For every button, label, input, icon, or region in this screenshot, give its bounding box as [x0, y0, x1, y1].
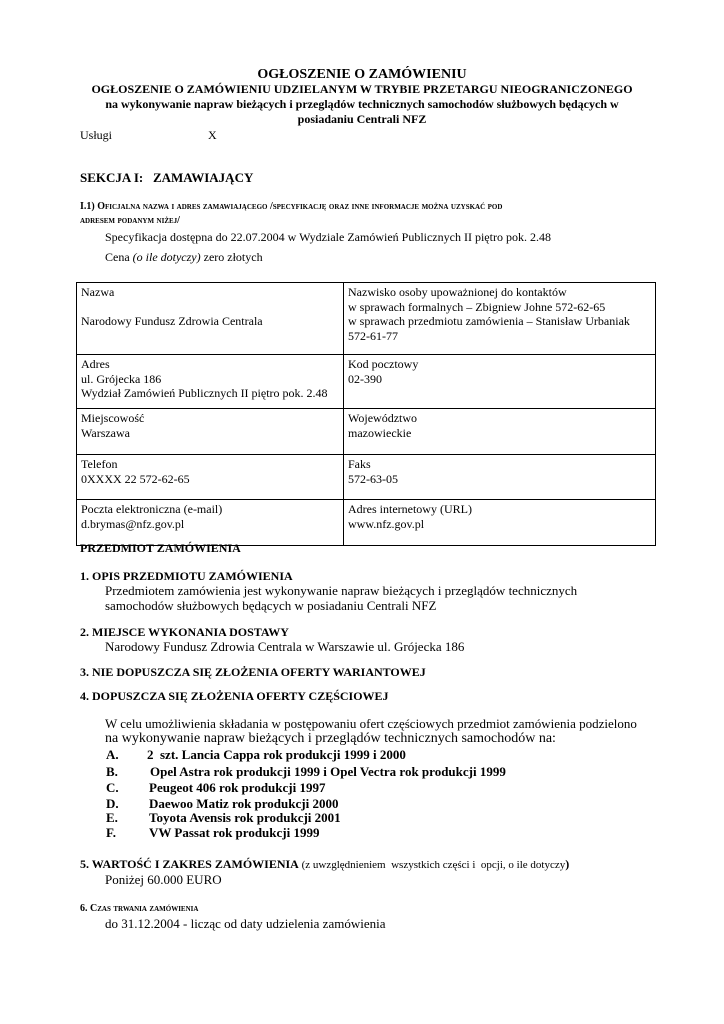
table-row [77, 500, 656, 546]
section-2-heading-place: 2. MIEJSCE WYKONANIA DOSTAWY [80, 625, 289, 639]
document-title: OGŁOSZENIE O ZAMÓWIENIU [257, 67, 467, 82]
document-subtitle-line-2: na wykonywanie napraw bieżących i przeglądów technicznych samochodów służbowych będących w [105, 97, 619, 111]
table-row [77, 409, 656, 455]
order-type-label: Usługi [80, 128, 113, 142]
phone-value: 0XXXX 22 572-62-65 [81, 471, 190, 486]
list-item-letter: C. [106, 780, 119, 795]
table-row [77, 283, 656, 355]
contracting-authority-table [76, 282, 656, 546]
specification-text: Specyfikacja dostępna do 22.07.2004 w Wydziale Zamówień Publicznych II piętro pok. 2.48 [105, 230, 551, 244]
list-item-text: Toyota Avensis rok produkcji 2001 [149, 810, 341, 825]
section-3-heading-variants: 3. NIE DOPUSZCZA SIĘ ZŁOŻENIA OFERTY WARIANTOWEJ [80, 665, 426, 679]
price-value: zero złotych [200, 250, 263, 264]
postal-code-cell [344, 355, 656, 409]
voivodeship-value: mazowieckie [348, 425, 412, 440]
list-item-text: Opel Astra rok produkcji 1999 i Opel Vectra rok produkcji 1999 [150, 764, 506, 779]
city-cell [77, 409, 344, 455]
address-cell [77, 355, 344, 409]
email-label: Poczta elektroniczna (e-mail) [81, 502, 223, 516]
voivodeship-label: Województwo [348, 411, 418, 425]
list-item-letter: F. [106, 825, 116, 840]
subject-heading: PRZEDMIOT ZAMÓWIENIA [80, 541, 241, 555]
contact-subject: w sprawach przedmiotu zamówienia – Stanisław Urbaniak [348, 314, 630, 328]
value-heading-note: (z uwzględnieniem wszystkich części i opcji, o ile dotyczy [298, 859, 566, 871]
address-label: Adres [81, 357, 110, 371]
section-1-heading-description: 1. OPIS PRZEDMIOTU ZAMÓWIENIA [80, 569, 293, 583]
contact-formal: w sprawach formalnych – Zbigniew Johne 572-62-65 [348, 299, 606, 314]
city-label: Miejscowość [81, 411, 145, 425]
email-value: d.brymas@nfz.gov.pl [81, 516, 185, 531]
table-row [77, 355, 656, 409]
phone-cell [77, 455, 344, 500]
contact-person-label: Nazwisko osoby upoważnionej do kontaktów [348, 285, 567, 299]
place-line-1: Narodowy Fundusz Zdrowia Centrala w Warszawie ul. Grójecka 186 [105, 639, 465, 654]
price-prefix: Cena [105, 250, 133, 264]
partial-line-2: na wykonywanie napraw bieżących i przeglądów technicznych samochodów na: [105, 731, 556, 746]
table-row [77, 455, 656, 500]
fax-cell [344, 455, 656, 500]
postal-code-label: Kod pocztowy [348, 357, 419, 371]
section-1-1-heading-line-2: adresem podanym niżej/ [80, 215, 180, 226]
description-line-1: Przedmiotem zamówienia jest wykonywanie napraw bieżących i przeglądów technicznych [105, 583, 578, 598]
list-item-letter: B. [106, 764, 118, 779]
contact-person-cell [344, 283, 656, 355]
price-italic-note: (o ile dotyczy) [132, 250, 201, 264]
postal-code-value: 02-390 [348, 371, 382, 386]
website-label: Adres internetowy (URL) [348, 502, 472, 516]
list-item-text: Peugeot 406 rok produkcji 1997 [149, 780, 326, 795]
fax-value: 572-63-05 [348, 471, 398, 486]
list-item-letter: D. [106, 796, 119, 811]
name-cell [77, 283, 344, 355]
website-cell [344, 500, 656, 546]
order-type-mark: X [208, 128, 217, 142]
phone-label: Telefon [81, 457, 118, 471]
name-label: Nazwa [81, 285, 115, 299]
document-subtitle-line-1: OGŁOSZENIE O ZAMÓWIENIU UDZIELANYM W TRYBIE PRZETARGU NIEOGRANICZONEGO [91, 82, 633, 96]
duration-line-1: do 31.12.2004 - licząc od daty udzielenia zamówienia [105, 916, 386, 931]
address-department: Wydział Zamówień Publicznych II piętro pok. 2.48 [81, 386, 328, 400]
address-street: ul. Grójecka 186 [81, 371, 162, 386]
value-heading-bold: 5. WARTOŚĆ I ZAKRES ZAMÓWIENIA [80, 857, 299, 871]
partial-line-1: W celu umożliwienia składania w postępowaniu ofert częściowych przedmiot zamówienia podzielono [105, 716, 637, 731]
voivodeship-cell [344, 409, 656, 455]
list-item-letter: E. [106, 810, 118, 825]
contact-subject-phone: 572-61-77 [348, 328, 398, 343]
section-6-heading-duration: 6. Czas trwania zamówienia [80, 903, 199, 914]
section-5-heading-value [80, 857, 569, 872]
document-subtitle-line-3: posiadaniu Centrali NFZ [297, 112, 427, 126]
city-value: Warszawa [81, 425, 131, 440]
section-4-heading-partial: 4. DOPUSZCZA SIĘ ZŁOŻENIA OFERTY CZĘŚCIOWEJ [80, 689, 389, 703]
section-1-1-heading-line-1: I.1) Oficjalna nazwa i adres zamawiającego /specyfikację oraz inne informacje można uzyskać pod [80, 201, 503, 212]
fax-label: Faks [348, 457, 371, 471]
description-line-2: samochodów służbowych będących w posiadaniu Centrali NFZ [105, 598, 437, 613]
website-value: www.nfz.gov.pl [348, 516, 425, 531]
price-line [105, 250, 263, 265]
value-heading-close: ) [565, 857, 570, 871]
email-cell [77, 500, 344, 546]
section-1-heading: SEKCJA I: ZAMAWIAJĄCY [80, 170, 254, 185]
list-item-text: Daewoo Matiz rok produkcji 2000 [149, 796, 339, 811]
list-item-text: VW Passat rok produkcji 1999 [149, 825, 320, 840]
name-value: Narodowy Fundusz Zdrowia Centrala [81, 313, 263, 328]
list-item-letter: A. [106, 747, 119, 762]
list-item-text: 2 szt. Lancia Cappa rok produkcji 1999 i 2000 [147, 747, 406, 762]
value-line-1: Poniżej 60.000 EURO [105, 872, 222, 887]
